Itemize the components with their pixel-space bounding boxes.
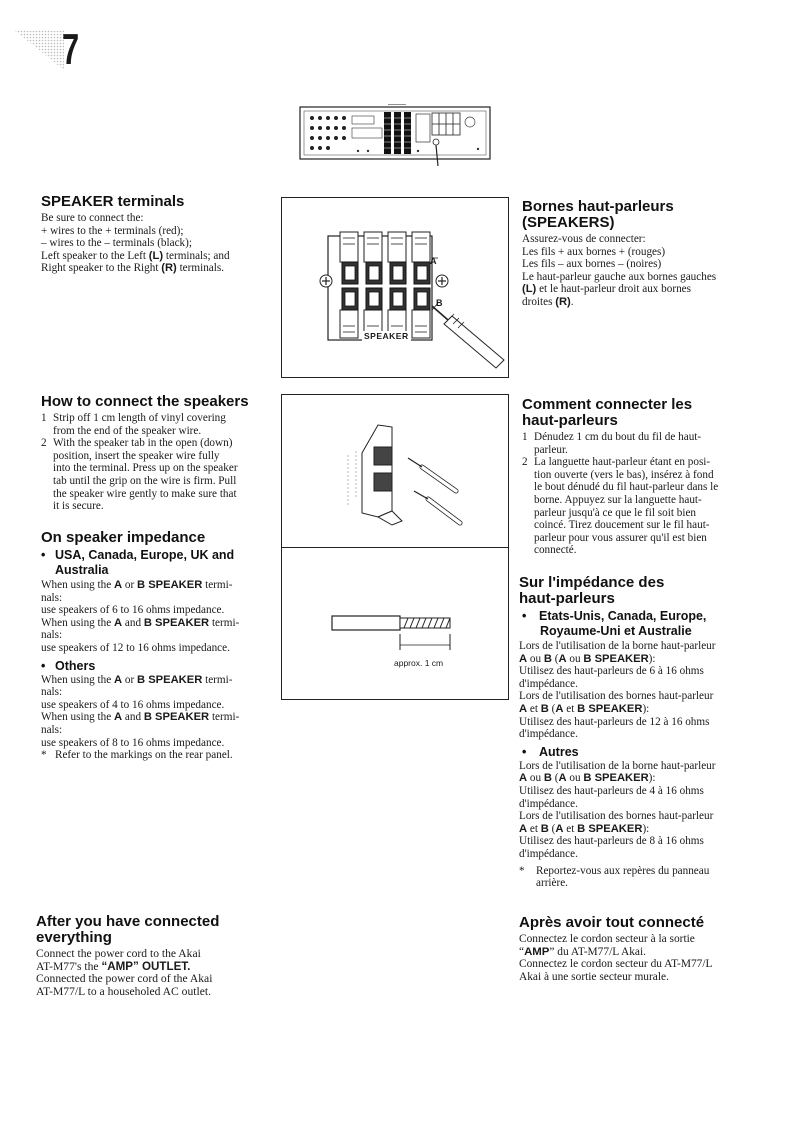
impedance-fr-heading: Sur l'impédance des haut-parleurs	[519, 574, 665, 607]
impedance-fr-line: A et B (A et B SPEAKER):	[519, 822, 650, 835]
after-line: Connected the power cord of the Akai	[36, 972, 213, 986]
impedance-line: When using the A and B SPEAKER termi-	[41, 616, 240, 629]
wire-insertion-diagram	[282, 395, 510, 548]
list-item: 2 With the speaker tab in the open (down) position, insert the speaker wire fully into the terminal. Press up on the speaker tab until the grip on the wire is firm. Pull the speaker wire gently to make sure that it is secure.	[41, 437, 238, 513]
apres-section	[519, 915, 755, 983]
plus-wires-line: + wires to the + terminals (red);	[41, 224, 184, 237]
impedance-fr-line: Lors de l'utilisation des bornes haut-parleur	[519, 810, 714, 823]
bornes-line: Les fils + aux bornes + (rouges)	[522, 245, 666, 258]
apres-line: Akai à une sortie secteur murale.	[519, 970, 669, 983]
bornes-line: droites (R).	[522, 295, 574, 308]
comment-connecter-section	[522, 397, 754, 557]
speaker-terminal-figure	[281, 197, 509, 378]
impedance-fr-line: Utilisez des haut-parleurs de 12 à 16 ohms	[519, 715, 710, 728]
impedance-line: When using the A or B SPEAKER termi-	[41, 579, 233, 591]
speaker-terminal-diagram	[282, 198, 510, 379]
terminal-b-label: B	[436, 298, 443, 308]
speaker-label: SPEAKER	[364, 331, 409, 341]
after-line: AT-M77's the “AMP” OUTLET.	[36, 959, 191, 973]
rear-panel-note-fr: * Reportez-vous aux repères du panneau arrière.	[519, 864, 710, 890]
minus-wires-line: – wires to the – terminals (black);	[41, 237, 192, 250]
wire-insertion-figure	[281, 394, 509, 700]
how-to-connect-section	[41, 394, 271, 513]
region-heading-usa: • USA, Canada, Europe, UK and Australia	[41, 548, 235, 577]
bornes-heading: Bornes haut-parleurs (SPEAKERS)	[522, 198, 674, 231]
corner-halftone	[14, 30, 64, 70]
impedance-fr-line: d'impédance.	[519, 728, 578, 741]
after-connected-heading: After you have connected everything	[36, 913, 220, 946]
impedance-line: nals:	[41, 629, 63, 642]
impedance-line: use speakers of 6 to 16 ohms impedance.	[41, 604, 225, 617]
approx-length-label: approx. 1 cm	[394, 658, 444, 668]
after-line: AT-M77/L to a householed AC outlet.	[36, 984, 211, 998]
impedance-heading: On speaker impedance	[41, 529, 206, 546]
list-item: 2 La languette haut-parleur étant en posi- tion ouverte (vers le bas), insérez à fond le bout dénudé du fil haut-parleur dans le borne. Appuyez sur la languette haut- parleur jusqu'à ce que le fil soit bien coincé. Tirez doucement sur le fil haut- parleur pour vous assurer qu'il est bien connecté.	[522, 456, 719, 557]
impedance-fr-line: A ou B (A ou B SPEAKER):	[519, 652, 656, 665]
speaker-terminals-line: Be sure to connect the:	[41, 212, 144, 224]
after-line: Connect the power cord to the Akai	[36, 947, 201, 960]
region-heading-autres: • Autres	[522, 744, 579, 759]
how-to-connect-heading: How to connect the speakers	[41, 393, 249, 410]
impedance-fr-line: Lors de l'utilisation de la borne haut-parleur	[519, 759, 716, 772]
bornes-line: (L) et le haut-parleur droit aux bornes	[522, 283, 691, 296]
apres-heading: Après avoir tout connecté	[519, 914, 705, 931]
page-number: 7	[62, 25, 80, 74]
impedance-line: When using the A and B SPEAKER termi-	[41, 711, 240, 724]
apres-line: Connectez le cordon secteur du AT-M77/L	[519, 958, 713, 971]
impedance-line: use speakers of 8 to 16 ohms impedance.	[41, 736, 225, 749]
list-item: 1 Strip off 1 cm length of vinyl covering from the end of the speaker wire.	[41, 412, 226, 437]
impedance-fr-line: A et B (A et B SPEAKER):	[519, 702, 650, 715]
impedance-line: When using the A or B SPEAKER termi-	[41, 673, 233, 686]
terminal-a-label: A	[430, 256, 437, 266]
list-item: 1 Dénudez 1 cm du bout du fil de haut- parleur.	[522, 431, 702, 456]
right-speaker-line: Right speaker to the Right (R) terminals.	[41, 262, 225, 275]
impedance-fr-line: d'impédance.	[519, 847, 578, 860]
impedance-fr-line: A ou B (A ou B SPEAKER):	[519, 772, 656, 785]
impedance-section	[41, 530, 273, 762]
impedance-line: nals:	[41, 686, 63, 699]
impedance-fr-section	[519, 575, 755, 890]
rear-panel-illustration	[298, 104, 493, 168]
strip-length-diagram	[282, 548, 510, 668]
impedance-line: use speakers of 12 to 16 ohms impedance.	[41, 641, 230, 654]
impedance-fr-line: Utilisez des haut-parleurs de 8 à 16 ohms	[519, 835, 704, 848]
impedance-fr-line: Utilisez des haut-parleurs de 6 à 16 ohms	[519, 665, 704, 678]
bornes-line: Le haut-parleur gauche aux bornes gauches	[522, 270, 717, 283]
impedance-fr-line: d'impédance.	[519, 797, 578, 810]
impedance-fr-line: d'impédance.	[519, 677, 578, 690]
speaker-terminals-section	[41, 194, 271, 275]
impedance-line: nals:	[41, 723, 63, 736]
impedance-fr-line: Lors de l'utilisation des bornes haut-parleur	[519, 690, 714, 703]
impedance-fr-line: Utilisez des haut-parleurs de 4 à 16 ohms	[519, 784, 704, 797]
apres-line: “AMP” du AT-M77/L Akai.	[519, 945, 646, 958]
impedance-line: nals:	[41, 591, 63, 604]
bornes-section	[522, 199, 754, 309]
region-heading-etats-unis: • Etats-Unis, Canada, Europe, Royaume-Uni et Australie	[522, 609, 707, 638]
region-heading-others: • Others	[41, 658, 96, 673]
after-connected-section	[36, 914, 268, 998]
comment-connecter-heading: Comment connecter les haut-parleurs	[522, 396, 693, 429]
impedance-line: use speakers of 4 to 16 ohms impedance.	[41, 698, 225, 711]
speaker-terminals-heading: SPEAKER terminals	[41, 193, 185, 210]
apres-line: Connectez le cordon secteur à la sortie	[519, 933, 695, 945]
left-speaker-line: Left speaker to the Left (L) terminals; and	[41, 249, 230, 262]
bornes-line: Assurez-vous de connecter:	[522, 233, 646, 245]
bornes-line: Les fils – aux bornes – (noires)	[522, 258, 662, 271]
rear-panel-note: * Refer to the markings on the rear panel.	[41, 749, 233, 762]
impedance-fr-line: Lors de l'utilisation de la borne haut-parleur	[519, 640, 716, 652]
